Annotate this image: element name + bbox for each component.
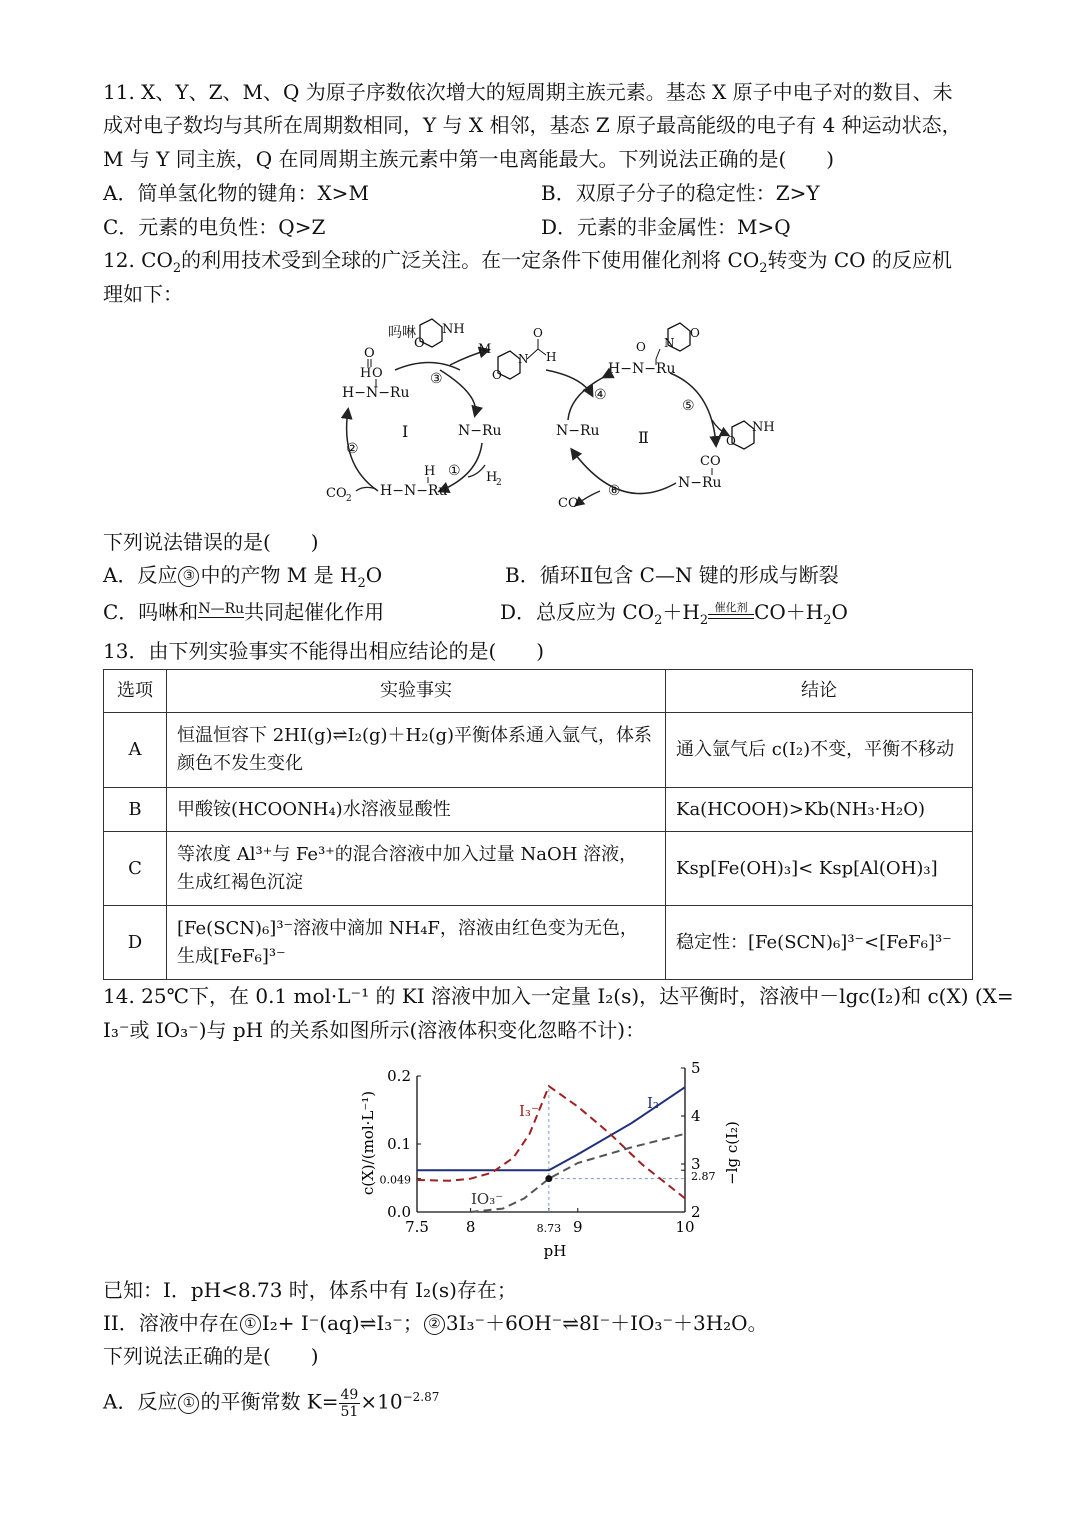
x-axis-label: pH [543,1242,567,1260]
svg-text:CO: CO [558,496,579,511]
q12-stem-line1: 12. $CO_2$的利用技术受到全球的广泛关注。在一定条件下使用催化剂将 $CO_2$转变为 CO 的反应机 [103,248,952,276]
header-conclusion: 结论 [666,670,973,713]
series-line [417,1087,685,1170]
h-n-ru-cycle2: H−N−Ru [608,361,676,377]
series-label-i3: I₃⁻ [519,1102,539,1120]
q14-known-2: II．溶液中存在 ① I₂+ I⁻(aq)⇌I₃⁻； ② 3I₃⁻＋6OH⁻⇌8I⁻＋IO₃⁻＋3H₂O。 [103,1311,768,1335]
svg-text:H: H [546,350,557,364]
q12-option-a: A．反应 ③ 中的产物 M 是 $H_2O$ [103,563,383,591]
q13-stem: 13．由下列实验事实不能得出相应结论的是( ) [103,639,545,663]
morpholine-label: 吗啉 [388,325,416,341]
row-c-fact: 等浓度 Al³⁺与 Fe³⁺的混合溶液中加入过量 NaOH 溶液，生成红褐色沉淀 [167,832,666,906]
table-row [104,713,973,788]
svg-text:CO: CO [700,454,721,469]
svg-text:②: ② [346,441,359,457]
row-c-conclusion: Ksp[Fe(OH)₃]< Ksp[Al(OH)₃] [666,832,973,906]
series-line [417,1086,685,1198]
x-tick-label: 8.73 [536,1222,562,1235]
svg-text:O: O [364,346,375,361]
row-d-conclusion: 稳定性：[Fe(SCN)₆]³⁻<[FeF₆]³⁻ [666,906,973,980]
q11-stem-line3: M 与 Y 同主族，Q 在同周期主族元素中第一电离能最大。下列说法正确的是( ) [103,147,835,171]
y-axis-right-label: −lg c(I₂) [723,1121,741,1185]
y-left-tick-label: 0.2 [387,1067,411,1085]
q11-option-c: C．元素的电负性：Q>Z [103,215,326,239]
y-left-tick-label: 0.0 [387,1203,411,1221]
svg-text:N: N [518,352,529,366]
row-b-fact: 甲酸铵(HCOONH₄)水溶液显酸性 [167,788,666,832]
q11-option-a: A．简单氢化物的键角：X>M [103,181,369,205]
y-left-tick-label: 0.049 [379,1173,411,1187]
cycle-two-label: Ⅱ [638,428,649,447]
svg-text:O: O [372,366,383,381]
svg-text:⑥: ⑥ [608,483,621,499]
equilibrium-chart [345,1058,745,1263]
svg-text:O: O [492,368,502,382]
q13-table [103,669,973,980]
svg-text:2: 2 [346,494,352,504]
h-n-ru-top-left: H−N−Ru [342,385,410,401]
y-right-tick-label: 5 [691,1059,701,1077]
n-ru-co: N−Ru [678,475,722,491]
row-b-conclusion: Ka(HCOOH)>Kb(NH₃·H₂O) [666,788,973,832]
q14-known-1: 已知：I．pH<8.73 时，体系中有 I₂(s)存在； [103,1278,517,1302]
svg-text:⑤: ⑤ [682,398,695,414]
n-ru-cycle2-left: N−Ru [556,423,600,439]
x-tick-label: 10 [675,1218,695,1236]
table-row [104,832,973,906]
table-header-row [104,670,973,713]
svg-text:M: M [478,342,492,357]
row-b-option: B [104,788,167,832]
intersection-point [545,1175,552,1182]
y-right-tick-label: 2 [691,1203,701,1221]
svg-text:N: N [664,336,675,350]
svg-text:2: 2 [496,478,502,488]
y-right-tick-label: 2.87 [691,1170,716,1184]
q11-stem-line2: 成对电子数均与其所在周期数相同，Y 与 X 相邻，基态 Z 原子最高能级的电子有 4 种运动状态， [103,113,962,137]
table-row [104,906,973,980]
row-a-option: A [104,713,167,788]
svg-text:④: ④ [594,387,607,403]
y-left-tick-label: 0.1 [387,1135,411,1153]
row-c-option: C [104,832,167,906]
header-fact: 实验事实 [167,670,666,713]
svg-text:H: H [360,366,372,381]
row-d-option: D [104,906,167,980]
series-label-i2: I₂ [647,1094,659,1112]
svg-text:O: O [726,434,736,448]
y-axis-left-label: c(X)/(mol·L⁻¹) [359,1090,377,1196]
x-tick-label: 7.5 [405,1218,429,1236]
series-label-io3: IO₃⁻ [471,1190,504,1208]
row-a-fact: 恒温恒容下 2HI(g)⇌I₂(g)＋H₂(g)平衡体系通入氩气，体系颜色不发生变化 [167,713,666,788]
y-right-tick-label: 4 [691,1107,701,1125]
q11-option-b: B．双原子分子的稳定性：Z>Y [541,181,820,205]
q14-stem-line1: 14. 25℃下，在 0.1 mol·L⁻¹ 的 KI 溶液中加入一定量 I₂(s)，达平衡时，溶液中－lgc(I₂)和 c(X) (X= [103,984,1014,1008]
q12-option-b: B．循环Ⅱ包含 C—N 键的形成与断裂 [505,563,839,587]
q14-stem-line2: I₃⁻或 IO₃⁻)与 pH 的关系如图所示(溶液体积变化忽略不计)： [103,1018,646,1042]
q12-option-c: C．吗啉和$^{N—Ru}$共同起催化作用 [103,600,385,624]
svg-text:O: O [533,326,543,340]
n-ru-cycle1: N−Ru [458,423,502,439]
q14-option-a: A．反应 ① 的平衡常数 K= $\frac{49}{51}$ $\times 10^{-2.87}$ [103,1386,440,1420]
q11-option-d: D．元素的非金属性：M>Q [541,215,791,239]
svg-text:H: H [486,470,498,485]
x-tick-label: 9 [573,1218,583,1236]
x-tick-label: 8 [465,1218,476,1236]
svg-text:O: O [414,336,425,351]
reaction-mechanism-diagram [320,315,790,515]
row-a-conclusion: 通入氩气后 c(I₂)不变，平衡不移动 [666,713,973,788]
svg-text:NH: NH [752,420,775,435]
svg-text:CO: CO [326,486,347,501]
svg-text:O: O [690,326,700,340]
table-row [104,788,973,832]
cycle-one-label: Ⅰ [402,422,409,441]
row-d-fact: [Fe(SCN)₆]³⁻溶液中滴加 NH₄F，溶液由红色变为无色，生成[FeF₆]³⁻ [167,906,666,980]
svg-text:①: ① [448,463,461,479]
h-n-ru-bottom: H−N−Ru [380,483,448,499]
svg-text:NH: NH [442,322,465,337]
svg-text:③: ③ [430,371,443,387]
svg-text:O: O [636,340,646,354]
q12-option-d: D．总反应为 $CO_2+H_2$ 催化剂 $CO+H_2O$ [500,600,848,628]
svg-text:H: H [424,464,436,479]
header-option: 选项 [104,670,167,713]
q11-stem-line1: 11. X、Y、Z、M、Q 为原子序数依次增大的短周期主族元素。基态 X 原子中电子对的数目、未 [103,80,953,104]
q12-stem-line2: 理如下： [103,282,183,306]
q14-question: 下列说法正确的是( ) [103,1344,319,1368]
q12-question: 下列说法错误的是( ) [103,530,319,554]
y-right-tick-label: 3 [691,1155,701,1173]
